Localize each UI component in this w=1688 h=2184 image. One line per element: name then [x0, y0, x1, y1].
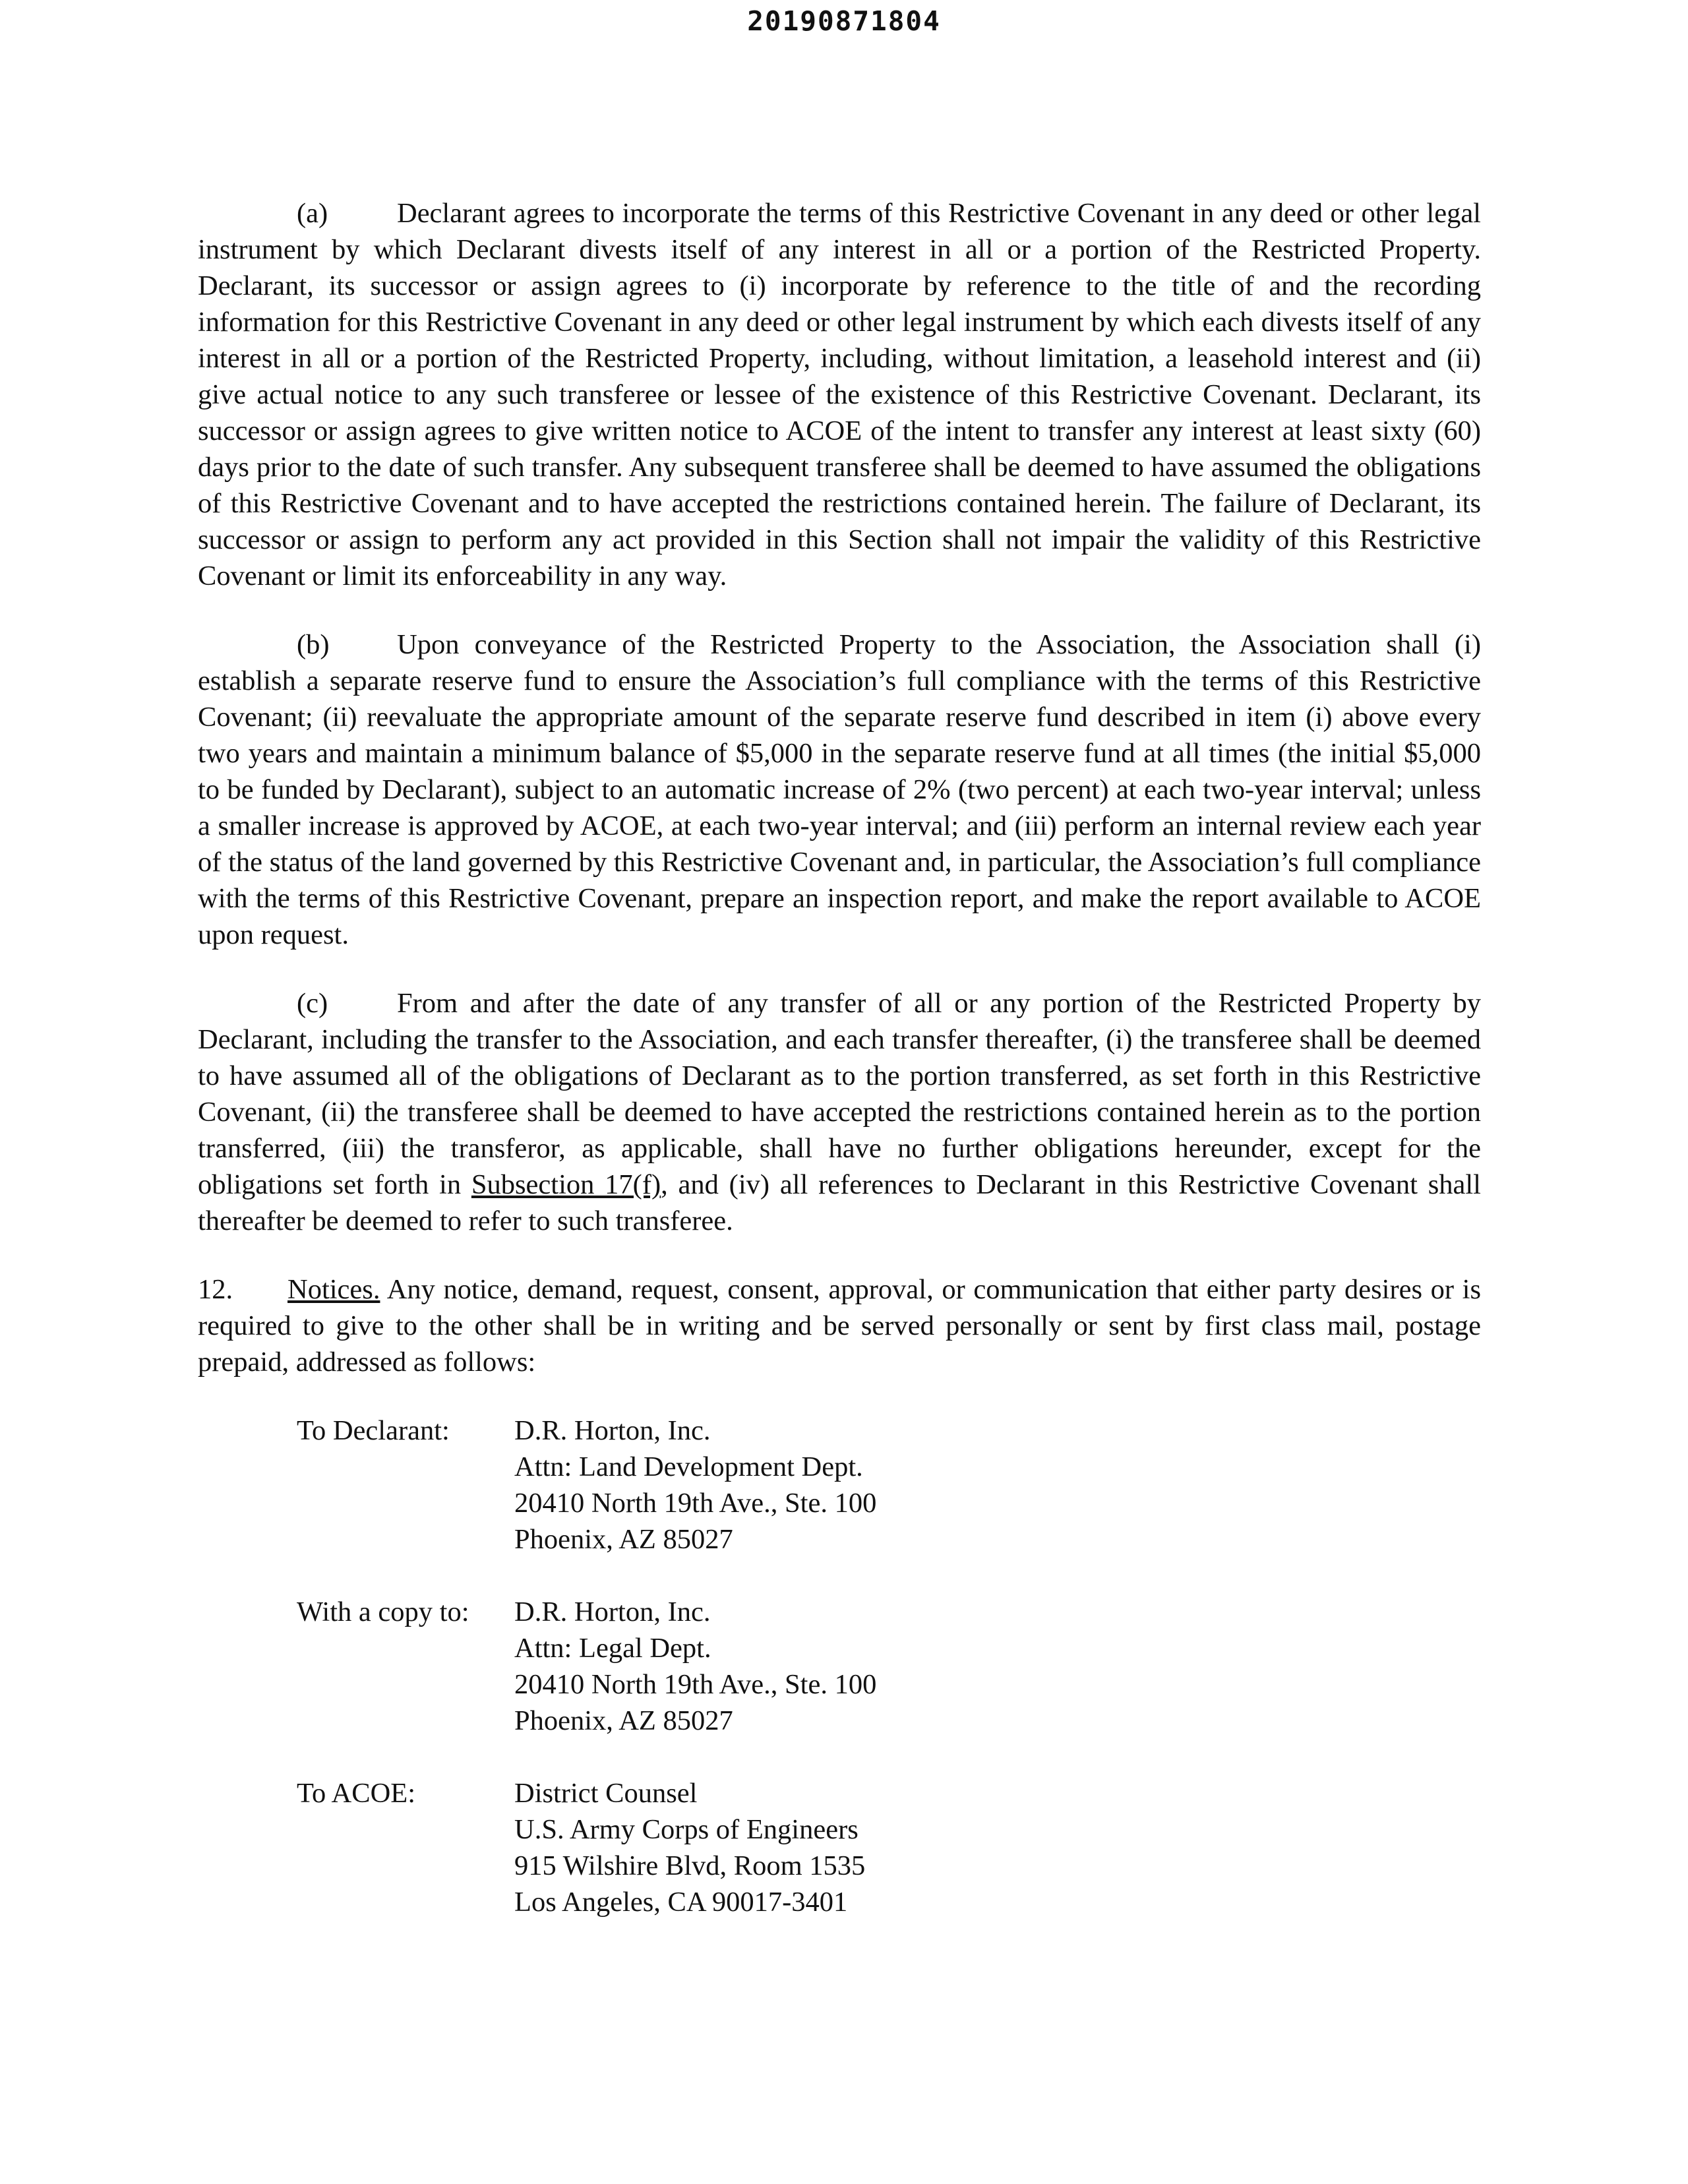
subsection-reference-link: Subsection 17(f) [471, 1169, 661, 1200]
subsection-label: (b) [297, 629, 330, 660]
subsection-a [198, 195, 1481, 594]
address-block-acoe [297, 1775, 1481, 1920]
address-block-declarant [297, 1412, 1481, 1558]
address-line: 20410 North 19th Ave., Ste. 100 [514, 1488, 877, 1519]
address-line: D.R. Horton, Inc. [514, 1415, 711, 1446]
subsection-label: (a) [297, 198, 328, 229]
address-line: D.R. Horton, Inc. [514, 1596, 711, 1627]
address-label: To Declarant: [297, 1415, 450, 1446]
address-line: Phoenix, AZ 85027 [514, 1705, 733, 1736]
address-line: Los Angeles, CA 90017-3401 [514, 1887, 848, 1918]
address-line: Phoenix, AZ 85027 [514, 1524, 733, 1555]
notice-addresses [297, 1412, 1481, 1920]
section-text: Any notice, demand, request, consent, approval, or communication that either party desires or is required to give to the other shall be in writing and be served personally or sent by first class mail, postage prepaid, addressed as follows: [198, 1274, 1481, 1378]
section-title: Notices. [287, 1274, 380, 1305]
address-line: Attn: Land Development Dept. [514, 1451, 863, 1482]
address-lines [514, 1594, 876, 1739]
subsection-text-continued: , and (iv) all references to Declarant in this Restrictive Covenant shall thereafter be deemed to refer to such transferee. [198, 1169, 1481, 1236]
address-label: With a copy to: [297, 1596, 469, 1627]
address-line: District Counsel [514, 1778, 698, 1809]
address-lines [514, 1412, 876, 1558]
address-line: U.S. Army Corps of Engineers [514, 1814, 859, 1845]
section-number: 12. [198, 1274, 233, 1305]
subsection-text: Upon conveyance of the Restricted Property to the Association, the Association shall (i) establish a separate reserve fund to ensure the Association’s full compliance with the terms of this Restrictive Covenant; (ii) reevaluate the appropriate amount of the separate reserve fund described in item (i) above every two years and maintain a minimum balance of $5,000 in the separate reserve fund at all times (the initial $5,000 to be funded by Declarant), subject to an automatic increase of 2% (two percent) at each two-year interval; unless a smaller increase is approved by ACOE, at each two-year interval; and (iii) perform an internal review each year of the status of the land governed by this Restrictive Covenant and, in particular, the Association’s full compliance with the terms of this Restrictive Covenant, prepare an inspection report, and make the report available to ACOE upon request. [198, 629, 1481, 950]
subsection-text: From and after the date of any transfer of all or any portion of the Restricted Property by Declarant, including the transfer to the Association, and each transfer thereafter, (i) the transferee shall be deemed to have assumed all of the obligations of Declarant as to the portion transferred, as set forth in this Restrictive Covenant, (ii) the transferee shall be deemed to have accepted the restrictions contained herein as to the portion transferred, (iii) the transferor, as applicable, shall have no further obligations hereunder, except for the obligations set forth in [198, 988, 1481, 1200]
address-line: 20410 North 19th Ave., Ste. 100 [514, 1669, 877, 1700]
recording-number: 20190871804 [747, 5, 941, 37]
address-line: Attn: Legal Dept. [514, 1633, 711, 1664]
subsection-b [198, 626, 1481, 953]
address-line: 915 Wilshire Blvd, Room 1535 [514, 1850, 866, 1881]
subsection-c [198, 985, 1481, 1239]
document-body [198, 195, 1481, 1957]
address-lines [514, 1775, 865, 1920]
subsection-label: (c) [297, 988, 328, 1019]
subsection-text: Declarant agrees to incorporate the terms of this Restrictive Covenant in any deed or other legal instrument by which Declarant divests itself of any interest in all or a portion of the Restricted Property. Declarant, its successor or assign agrees to (i) incorporate by reference to the title of and the recording information for this Restrictive Covenant in any deed or other legal instrument by which each divests itself of any interest in all or a portion of the Restricted Property, including, without limitation, a leasehold interest and (ii) give actual notice to any such transferee or lessee of the existence of this Restrictive Covenant. Declarant, its successor or assign agrees to give written notice to ACOE of the intent to transfer any interest at least sixty (60) days prior to the date of such transfer. Any subsequent transferee shall be deemed to have assumed the obligations of this Restrictive Covenant and to have accepted the restrictions contained herein. The failure of Declarant, its successor or assign to perform any act provided in this Section shall not impair the validity of this Restrictive Covenant or limit its enforceability in any way. [198, 198, 1481, 592]
address-label: To ACOE: [297, 1778, 416, 1809]
section-12-notices [198, 1271, 1481, 1380]
address-block-copy [297, 1594, 1481, 1739]
